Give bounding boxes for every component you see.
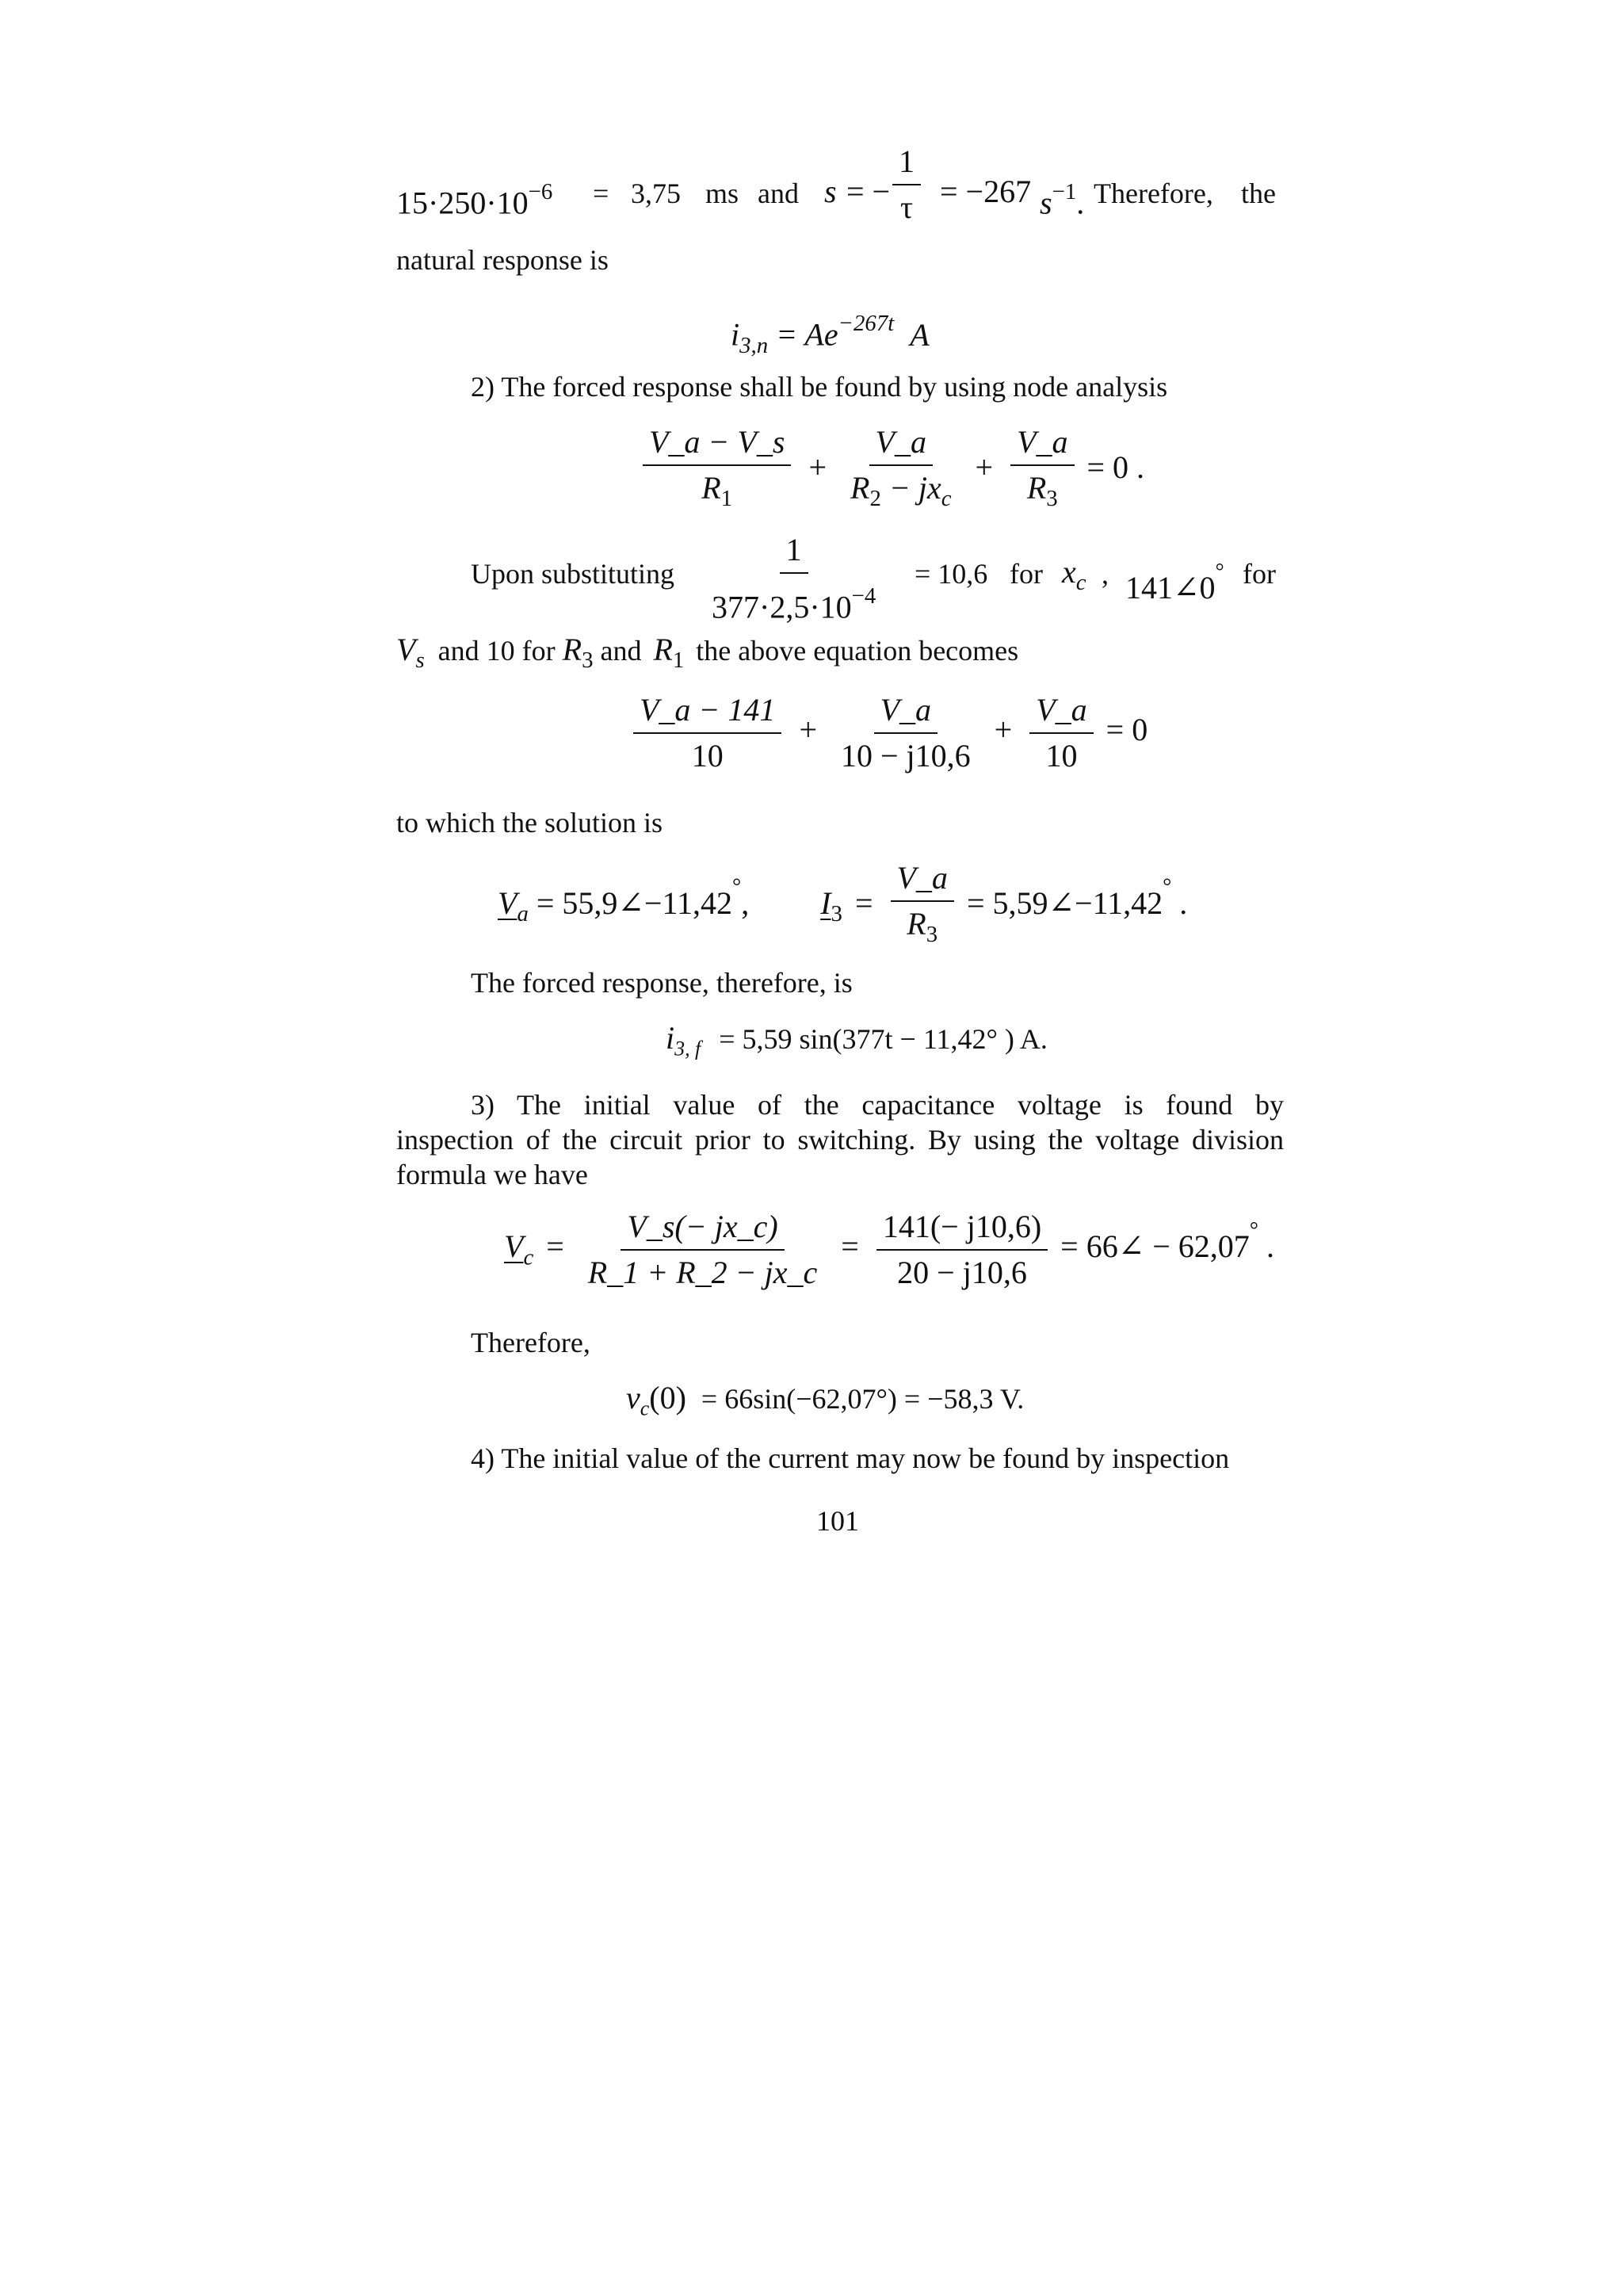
- xc-frac-den-exp: −4: [851, 583, 876, 609]
- ae-term: = Ae: [776, 316, 838, 353]
- i3-degree: °: [1163, 874, 1172, 900]
- num-term-3-num: V_a: [1029, 691, 1093, 734]
- unit-a: A: [910, 316, 930, 353]
- va-over-r3-den-sub: 3: [926, 922, 938, 948]
- and-10-for: and 10 for: [437, 635, 556, 667]
- upon-substituting: Upon substituting: [471, 558, 675, 590]
- num-equals-zero: = 0: [1106, 712, 1148, 748]
- term-1: [643, 423, 791, 518]
- v-symbol: v: [626, 1380, 640, 1415]
- step-4-text: 4) The initial value of the current may now be found by inspection: [471, 1442, 1230, 1474]
- above-equation-becomes: the above equation becomes: [696, 635, 1019, 667]
- page-number: 101: [816, 1505, 859, 1537]
- vc-frac2-num: 141(− j10,6): [876, 1208, 1048, 1251]
- s-unit: $s^{-1}$.: [1040, 179, 1085, 221]
- step-3-line-2: inspection of the circuit prior to switching. By using the voltage division: [396, 1124, 1284, 1156]
- vc-equals-2: =: [841, 1228, 859, 1265]
- va-comma: ,: [741, 884, 750, 921]
- exponent: −267t: [838, 311, 895, 336]
- va-over-r3-den: R: [907, 906, 926, 942]
- equals-zero: = 0 .: [1086, 449, 1145, 485]
- equation-vc0: [626, 1379, 1024, 1426]
- plus-2: +: [975, 449, 994, 485]
- line-time-constant: [396, 143, 1284, 225]
- num-term-1-den: 10: [691, 738, 724, 774]
- vc-fraction-symbolic: [582, 1208, 823, 1292]
- tau-value: 3,75: [631, 178, 681, 209]
- frac-den: τ: [899, 189, 914, 225]
- term-3-den: R: [1026, 470, 1047, 506]
- for-word-2: for: [1243, 558, 1276, 590]
- solution-label: to which the solution is: [396, 807, 663, 839]
- step-2-heading: 2) The forced response shall be found by using node analysis: [471, 371, 1168, 403]
- vc-symbol: V: [504, 1228, 524, 1265]
- vc-fraction-numeric: [876, 1208, 1048, 1292]
- term-2-den-rest: − jx: [888, 470, 941, 506]
- num-plus-2: +: [994, 712, 1013, 748]
- and-word-2: and: [600, 635, 642, 667]
- term-1-den-sub: 1: [720, 486, 733, 512]
- forced-response-label: The forced response, therefore, is: [471, 967, 853, 999]
- num-term-3-den: 10: [1045, 738, 1078, 774]
- step-3-line-3: formula we have: [396, 1159, 588, 1190]
- va-degree: °: [732, 874, 742, 900]
- i-subscript: 3,n: [739, 332, 769, 358]
- xc-symbol: $x_c$: [1062, 554, 1086, 596]
- vc-subscript: c: [523, 1244, 534, 1270]
- equation-numeric: [628, 691, 1148, 775]
- r1-symbol: $R_1$: [653, 632, 685, 674]
- equation-solution: [498, 859, 1187, 953]
- tau-product-base: 15·250·10: [396, 185, 529, 221]
- i3-equals: =: [854, 884, 873, 921]
- term-1-den: R: [701, 470, 721, 506]
- fraction-xc: [701, 531, 887, 627]
- comma: ,: [1102, 558, 1109, 590]
- term-2-den: R: [850, 470, 870, 506]
- xc-frac-num: 1: [780, 531, 808, 574]
- therefore-word: Therefore,: [1094, 178, 1213, 209]
- term-2-den-rest-sub: c: [941, 486, 952, 512]
- frac-num: 1: [892, 143, 921, 185]
- term-3: [1010, 423, 1074, 518]
- vc-equals-1: =: [546, 1228, 564, 1265]
- forced-response-value: = 5,59 sin(377t − 11,42° ) A.: [719, 1023, 1048, 1055]
- and-word: and: [758, 178, 799, 209]
- va-value: = 55,9∠−11,42: [536, 884, 732, 921]
- xc-value: = 10,6: [915, 558, 988, 590]
- equals-minus: = −: [846, 174, 891, 209]
- vc-frac2-den: 20 − j10,6: [897, 1255, 1027, 1290]
- fraction-one-over-tau: [888, 143, 926, 227]
- va-over-r3-num: V_a: [891, 859, 954, 902]
- va-symbol: V: [498, 884, 517, 921]
- equation-node: [638, 423, 1144, 518]
- equation-vc: [504, 1208, 1274, 1292]
- vs-symbol: $V_s$: [396, 632, 425, 674]
- vc-value: = 66∠ − 62,07: [1060, 1228, 1250, 1265]
- vc0-value: = 66sin(−62,07°) = −58,3 V.: [701, 1383, 1025, 1415]
- s-variable: s: [824, 174, 837, 209]
- equation-natural-response: [731, 304, 930, 365]
- num-plus-1: +: [799, 712, 817, 748]
- i-symbol: i: [731, 316, 740, 353]
- natural-response-label: natural response is: [396, 244, 609, 276]
- vc-frac1-den: R_1 + R_2 − jx_c: [587, 1255, 818, 1290]
- r3-symbol: $R_3$: [562, 632, 594, 674]
- tau-unit: ms: [705, 178, 739, 209]
- therefore-label: Therefore,: [471, 1327, 590, 1358]
- va-over-r3: [891, 859, 954, 953]
- source-phasor: 141∠0°: [1125, 560, 1224, 606]
- equals-sign: =: [593, 178, 609, 209]
- the-word: the: [1241, 178, 1276, 209]
- substitution-line: [471, 532, 1284, 626]
- i3f-symbol: i: [666, 1020, 675, 1056]
- num-term-2-num: V_a: [874, 691, 938, 734]
- term-2: [844, 423, 958, 518]
- tau-product: [396, 173, 552, 223]
- tau-product-exp: −6: [528, 179, 553, 204]
- i3-period: .: [1179, 884, 1188, 921]
- term-3-num: V_a: [1010, 423, 1074, 466]
- i3-value: = 5,59∠−11,42: [966, 884, 1163, 921]
- s-value: = −267: [940, 174, 1032, 209]
- va-subscript: a: [517, 900, 529, 926]
- num-term-1: [633, 691, 781, 775]
- num-term-3: [1029, 691, 1093, 775]
- for-word-1: for: [1010, 558, 1043, 590]
- equation-forced-response: [666, 1019, 1048, 1066]
- plus-1: +: [808, 449, 827, 485]
- v-subscript: c: [640, 1396, 650, 1420]
- num-term-2: [834, 691, 977, 775]
- i3-subscript: 3: [831, 900, 842, 926]
- num-term-1-num: V_a − 141: [633, 691, 781, 734]
- vc-period: .: [1266, 1228, 1274, 1265]
- i3f-subscript: 3, f: [674, 1037, 701, 1060]
- xc-frac-den: 377·2,5·10: [712, 589, 852, 625]
- term-3-den-sub: 3: [1046, 486, 1058, 512]
- v-argument: (0): [649, 1380, 686, 1415]
- step-3-line-1: 3) The initial value of the capacitance voltage is found by: [471, 1089, 1284, 1121]
- num-term-2-den: 10 − j10,6: [841, 738, 971, 774]
- term-2-num: V_a: [869, 423, 933, 466]
- vc-frac1-num: V_s(− jx_c): [621, 1208, 784, 1251]
- substitution-line-2: [396, 631, 1018, 679]
- i3-symbol: I: [820, 884, 831, 921]
- term-2-den-sub: 2: [869, 486, 881, 512]
- term-1-num: V_a − V_s: [643, 423, 791, 466]
- vc-degree: °: [1249, 1218, 1258, 1243]
